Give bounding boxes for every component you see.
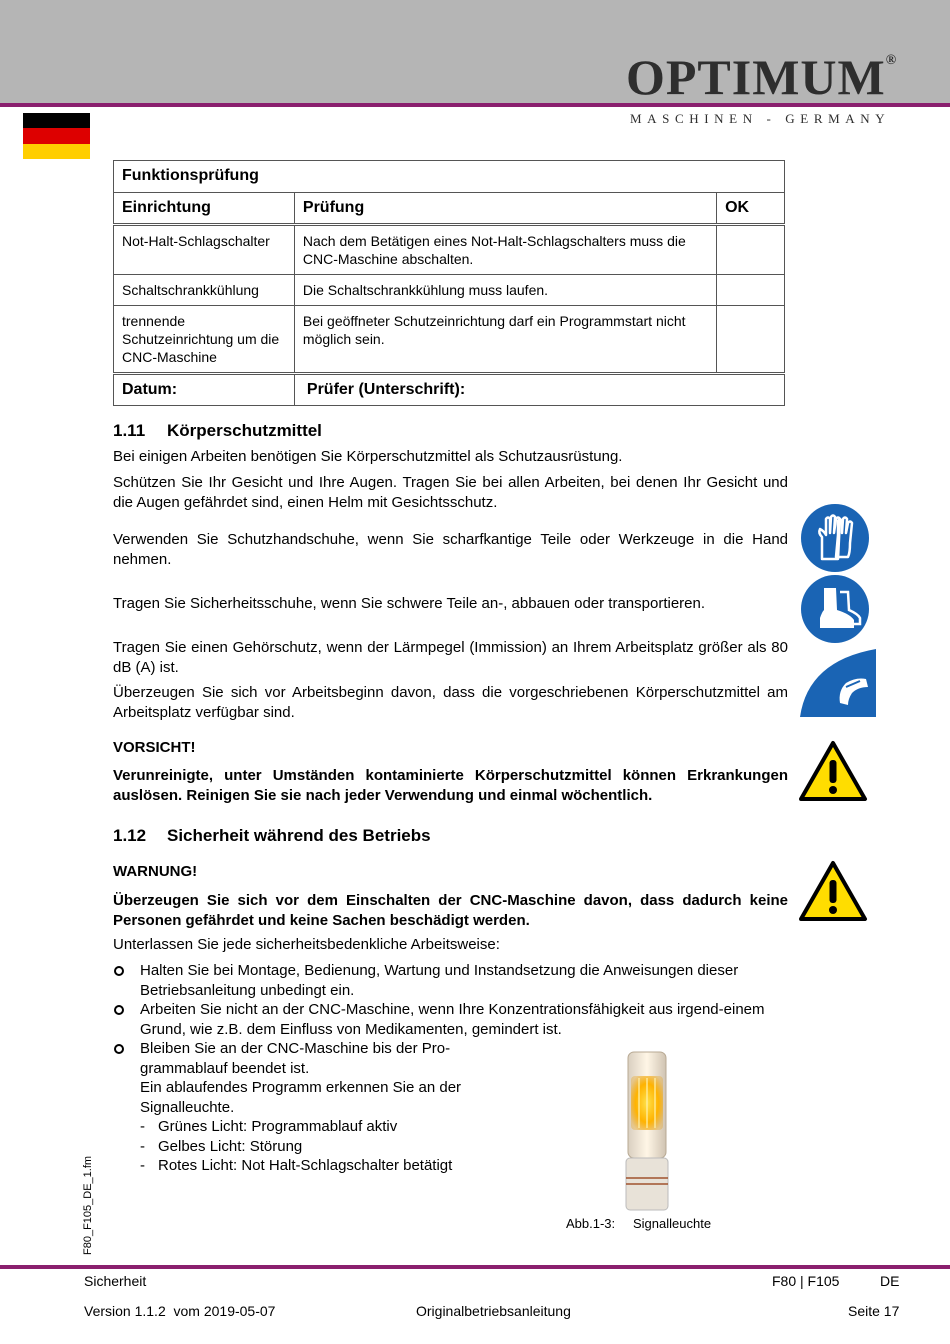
table-row bbox=[114, 306, 785, 374]
table-row bbox=[114, 225, 785, 275]
examiner-label: Prüfer (Unterschrift): bbox=[294, 374, 784, 406]
file-name-label: F80_F105_DE_1.fm bbox=[82, 1155, 94, 1255]
paragraph: Überzeugen Sie sich vor Arbeitsbeginn davon, dass die vorgeschriebenen Körperschutzmittel am Arbeitsplatz verfügbar sind. bbox=[113, 684, 788, 721]
table-cell-device: Schaltschrankkühlung bbox=[114, 275, 295, 306]
column-header: Einrichtung bbox=[114, 193, 295, 225]
table-cell-check: Bei geöffneter Schutzeinrichtung darf ein Programmstart nicht möglich sein. bbox=[294, 306, 716, 374]
caution-label: VORSICHT! bbox=[113, 739, 196, 756]
caution-text: Verunreinigte, unter Umständen kontaminierte Körperschutzmittel können Erkrankungen auslösen. Reinigen Sie sie nach jeder Verwendung und einmal wöchentlich. bbox=[113, 767, 788, 804]
paragraph: Tragen Sie einen Gehörschutz, wenn der Lärmpegel (Immission) an Ihrem Arbeitsplatz größer als 80 dB (A) ist. bbox=[113, 639, 788, 676]
light-yellow: - Gelbes Licht: Störung bbox=[140, 1137, 303, 1155]
light-red: - Rotes Licht: Not Halt-Schlagschalter betätigt bbox=[140, 1157, 453, 1174]
table-cell-device: trennende Schutzeinrichtung um die CNC-Maschine bbox=[114, 306, 295, 374]
brand-logo: OPTIMUM® bbox=[626, 49, 898, 105]
footer-section: Sicherheit bbox=[84, 1273, 147, 1289]
table-cell-ok bbox=[717, 275, 785, 306]
paragraph: Unterlassen Sie jede sicherheitsbedenkliche Arbeitsweise: bbox=[113, 936, 500, 953]
date-label: Datum: bbox=[114, 374, 295, 406]
list-item: Arbeiten Sie nicht an der CNC-Maschine, wenn Ihre Konzentrationsfähigkeit aus irgend-einem Grund, wie z.B. dem Einfluss von Medikamenten, gemindert ist. bbox=[113, 1000, 773, 1039]
safety-boots-icon bbox=[800, 574, 870, 644]
warning-text: Überzeugen Sie sich vor dem Einschalten der CNC-Maschine davon, dass dadurch keine Personen gefährdet und keine Sachen beschädigt werden. bbox=[113, 892, 788, 929]
paragraph: Tragen Sie Sicherheitsschuhe, wenn Sie schwere Teile an-, abbauen oder transportieren. bbox=[113, 595, 706, 612]
paragraph: Schützen Sie Ihr Gesicht und Ihre Augen. Tragen Sie bei allen Arbeiten, bei denen Ihr Gesicht und die Augen gefährdet sind, einen Helm mit Gesichtsschutz. bbox=[113, 474, 788, 511]
table-cell-ok bbox=[717, 306, 785, 374]
table-row bbox=[114, 275, 785, 306]
table-cell-check: Die Schaltschrankkühlung muss laufen. bbox=[294, 275, 716, 306]
footer-version: Version 1.1.2 vom 2019-05-07 bbox=[84, 1303, 276, 1319]
paragraph: Bei einigen Arbeiten benötigen Sie Körperschutzmittel als Schutzausrüstung. bbox=[113, 448, 623, 465]
function-check-table bbox=[113, 160, 785, 406]
warning-icon bbox=[798, 860, 868, 922]
paragraph: Verwenden Sie Schutzhandschuhe, wenn Sie scharfkantige Teile oder Werkzeuge in die Hand nehmen. bbox=[113, 531, 788, 568]
table-title: Funktionsprüfung bbox=[114, 161, 785, 193]
bullet-list bbox=[113, 961, 788, 1176]
face-shield-icon bbox=[800, 647, 876, 717]
german-flag-icon bbox=[23, 113, 90, 159]
list-item: Halten Sie bei Montage, Bedienung, Wartung und Instandsetzung die Anweisungen dieser Betriebsanleitung unbedingt ein. bbox=[113, 961, 783, 1000]
signal-light-image bbox=[622, 1048, 672, 1214]
gloves-icon bbox=[800, 503, 870, 573]
table-cell-device: Not-Halt-Schlagschalter bbox=[114, 225, 295, 275]
section-heading-1-11: 1.11 Körperschutzmittel bbox=[113, 421, 322, 440]
light-green: - Grünes Licht: Programmablauf aktiv bbox=[140, 1118, 398, 1135]
warning-icon bbox=[798, 740, 868, 802]
table-cell-check: Nach dem Betätigen eines Not-Halt-Schlagschalters muss die CNC-Maschine abschalten. bbox=[294, 225, 716, 275]
footer-model: F80 | F105 bbox=[772, 1273, 840, 1289]
figure-caption: Signalleuchte bbox=[633, 1216, 712, 1231]
list-item: Bleiben Sie an der CNC-Maschine bis der Pro- grammablauf beendet ist. Ein ablaufendes Programm erkennen Sie an der Signalleuchte. - Grünes Licht: Programmablauf aktiv - Gelbes Licht: Störung - Rotes Licht: Not Halt-Schlagschalter betätigt bbox=[113, 1039, 788, 1176]
table-cell-ok bbox=[717, 225, 785, 275]
column-header: Prüfung bbox=[294, 193, 716, 225]
footer-language: DE bbox=[880, 1273, 900, 1289]
column-header: OK bbox=[717, 193, 785, 225]
footer-doc-type: Originalbetriebsanleitung bbox=[416, 1303, 571, 1319]
section-heading-1-12: 1.12 Sicherheit während des Betriebs bbox=[113, 826, 431, 845]
warning-label: WARNUNG! bbox=[113, 863, 198, 880]
footer-page-number: Seite 17 bbox=[848, 1303, 900, 1319]
footer-divider bbox=[0, 1265, 950, 1269]
figure-label: Abb.1-3: bbox=[566, 1216, 616, 1231]
brand-subtitle: MASCHINEN - GERMANY bbox=[630, 111, 891, 126]
